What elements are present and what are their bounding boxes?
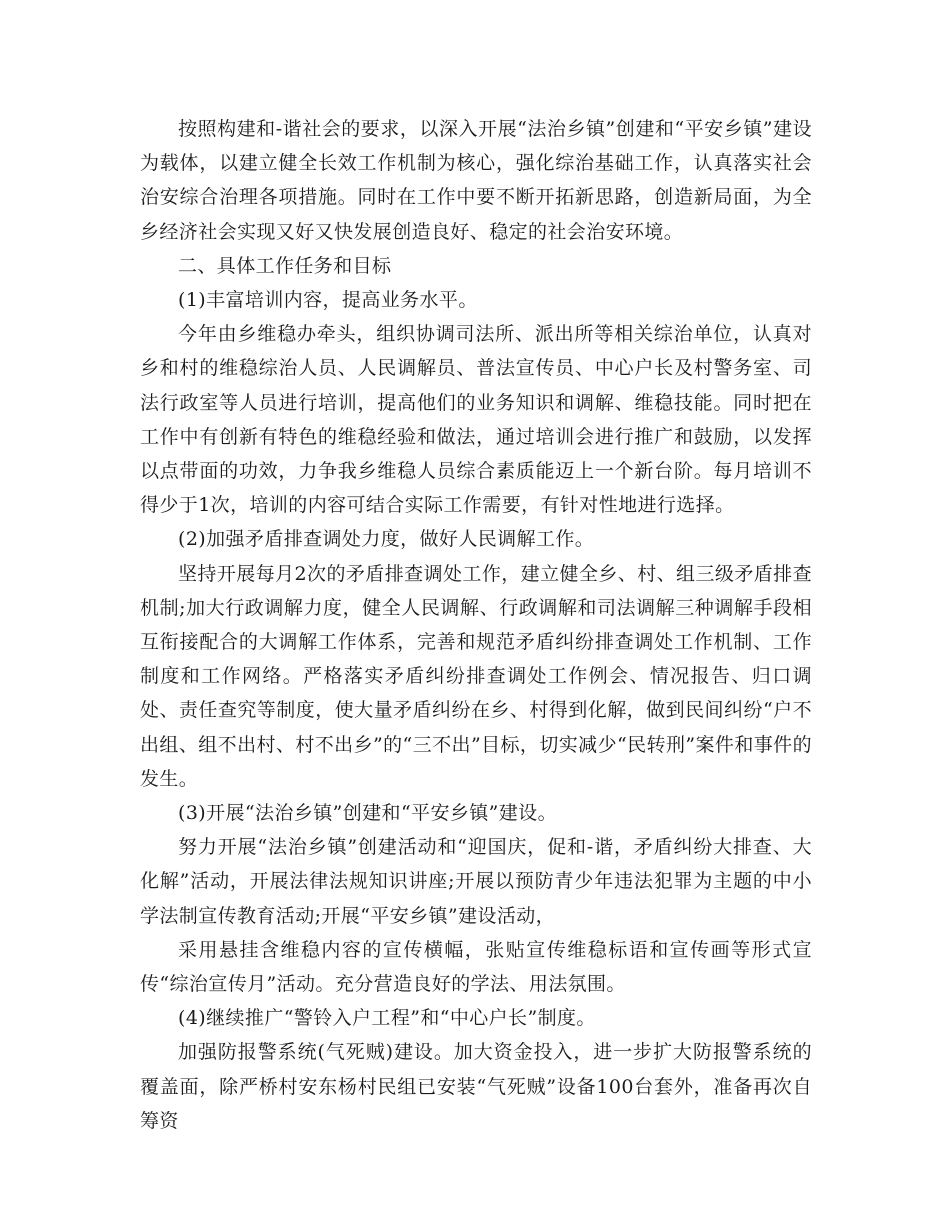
paragraph-activities: 努力开展“法治乡镇”创建活动和“迎国庆，促和-谐，矛盾纠纷大排查、大化解”活动，开展法律法规知识讲座;开展以预防青少年违法犯罪为主题的中小学法制宣传教育活动;开展“平安乡镇”建设活动， [140,836,812,927]
paragraph-alarm-system: 加强防报警系统(气死贼)建设。加大资金投入，进一步扩大防报警系统的覆盖面，除严桥村安东杨村民组已安装“气死贼”设备100台套外，准备再次自筹资 [140,1041,812,1132]
subheading-4: (4)继续推广“警铃入户工程”和“中心户长”制度。 [178,1007,596,1030]
subheading-3: (3)开展“法治乡镇”创建和“平安乡镇”建设。 [178,802,557,825]
document-body [140,112,812,1138]
paragraph-intro: 按照构建和-谐社会的要求，以深入开展“法治乡镇”创建和“平安乡镇”建设为载体，以建立健全长效工作机制为核心，强化综治基础工作，认真落实社会治安综合治理各项措施。同时在工作中要不断开拓新思路，创造新局面，为全乡经济社会实现又好又快发展创造良好、稳定的社会治安环境。 [140,118,812,243]
subheading-2: (2)加强矛盾排查调处力度，做好人民调解工作。 [178,528,595,551]
paragraph-training: 今年由乡维稳办牵头，组织协调司法所、派出所等相关综治单位，认真对乡和村的维稳综治人员、人民调解员、普法宣传员、中心户长及村警务室、司法行政室等人员进行培训，提高他们的业务知识和调解、维稳技能。同时把在工作中有创新有特色的维稳经验和做法，通过培训会进行推广和鼓励，以发挥以点带面的功效，力争我乡维稳人员综合素质能迈上一个新台阶。每月培训不得少于1次，培训的内容可结合实际工作需要，有针对性地进行选择。 [140,323,812,517]
subheading-1: (1)丰富培训内容，提高业务水平。 [178,289,478,312]
paragraph-mediation: 坚持开展每月2次的矛盾排查调处工作，建立健全乡、村、组三级矛盾排查机制;加大行政调解力度，健全人民调解、行政调解和司法调解三种调解手段相互衔接配合的大调解工作体系，完善和规范矛盾纠纷排查调处工作机制、工作制度和工作网络。严格落实矛盾纠纷排查调处工作例会、情况报告、归口调处、责任查究等制度，使大量矛盾纠纷在乡、村得到化解，做到民间纠纷“户不出组、组不出村、村不出乡”的“三不出”目标，切实减少“民转刑”案件和事件的发生。 [140,562,812,790]
paragraph-publicity: 采用悬挂含维稳内容的宣传横幅，张贴宣传维稳标语和宣传画等形式宣传“综治宣传月”活动。充分营造良好的学法、用法氛围。 [140,938,812,996]
section-heading: 二、具体工作任务和目标 [178,254,392,277]
